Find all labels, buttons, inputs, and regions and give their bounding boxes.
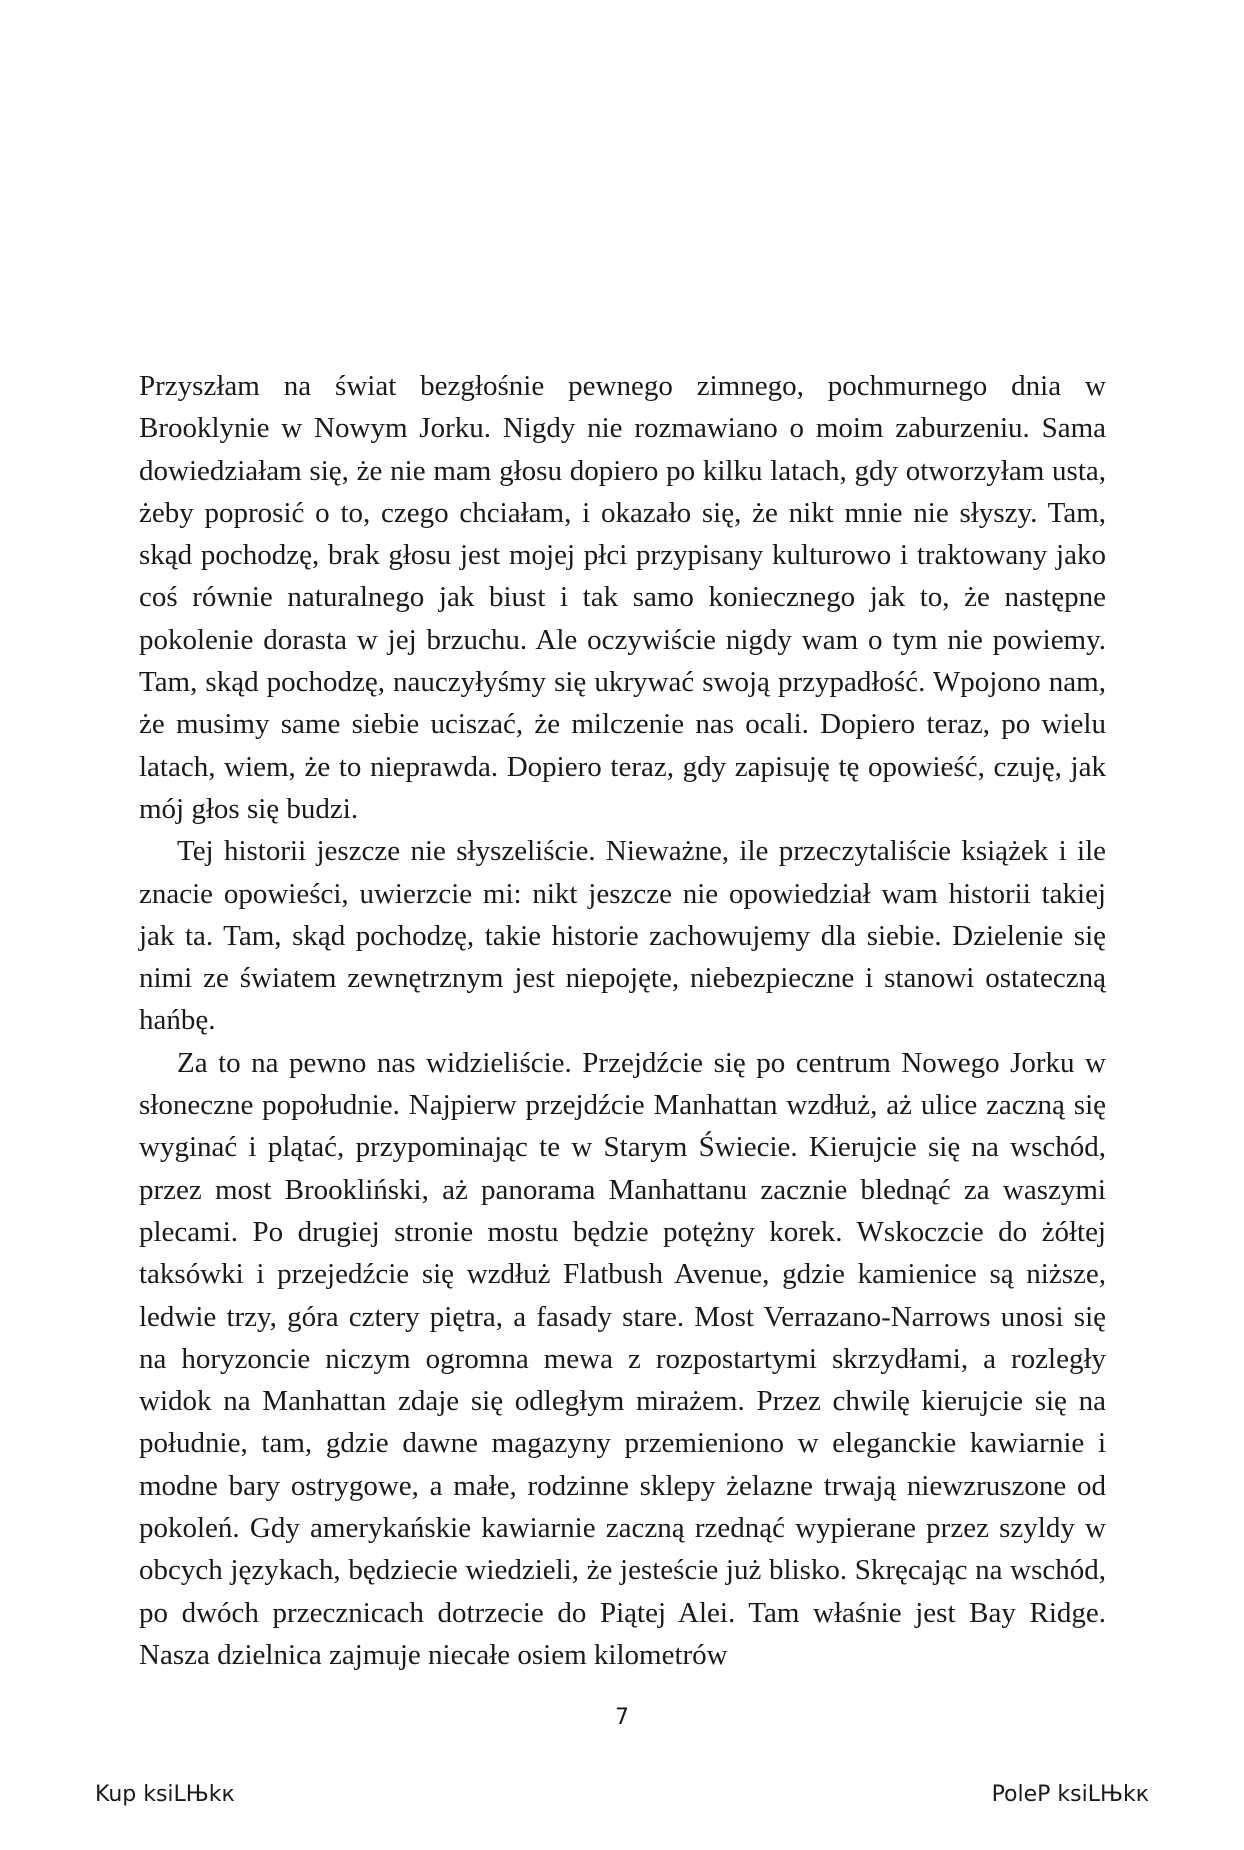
recommend-book-link[interactable]: PoleP ksiLЊkк: [991, 1782, 1149, 1807]
buy-book-link[interactable]: Kup ksiLЊkк: [95, 1782, 235, 1807]
paragraph-2: Tej historii jeszcze nie słyszeliście. Nieważne, ile przeczytaliście książek i ile znacie opowieści, uwierzcie mi: nikt jeszcze nie opowiedział wam historii takiej jak ta. Tam, skąd pochodzę, takie historie zachowujemy dla siebie. Dzielenie się nimi ze światem zewnętrznym jest niepojęte, niebezpieczne i stanowi ostateczną hańbę.: [139, 835, 1106, 1037]
body-text: [139, 365, 1106, 1676]
paragraph-1: Przyszłam na świat bezgłośnie pewnego zimnego, pochmurnego dnia w Brooklynie w Nowym Jorku. Nigdy nie rozmawiano o moim zaburzeniu. Sama dowiedziałam się, że nie mam głosu dopiero po kilku latach, gdy otworzyłam usta, żeby poprosić o to, czego chciałam, i okazało się, że nikt mnie nie słyszy. Tam, skąd pochodzę, brak głosu jest mojej płci przypisany kulturowo i traktowany jako coś równie naturalnego jak biust i tak samo koniecznego jak to, że następne pokolenie dorasta w jej brzuchu. Ale oczywiście nigdy wam o tym nie powiemy. Tam, skąd pochodzę, nauczyłyśmy się ukrywać swoją przypadłość. Wpojono nam, że musimy same siebie uciszać, że milczenie nas ocali. Dopiero teraz, po wielu latach, wiem, że to nieprawda. Dopiero teraz, gdy zapisuję tę opowieść, czuję, jak mój głos się budzi.: [139, 370, 1106, 825]
paragraph-3: Za to na pewno nas widzieliście. Przejdźcie się po centrum Nowego Jorku w słoneczne popołudnie. Najpierw przejdźcie Manhattan wzdłuż, aż ulice zaczną się wyginać i plątać, przypominając te w Starym Świecie. Kierujcie się na wschód, przez most Brookliński, aż panorama Manhattanu zacznie blednąć za waszymi plecami. Po drugiej stronie mostu będzie potężny korek. Wskoczcie do żółtej taksówki i przejedźcie się wzdłuż Flatbush Avenue, gdzie kamienice są niższe, ledwie trzy, góra cztery piętra, a fasady stare. Most Verrazano-Narrows unosi się na horyzoncie niczym ogromna mewa z rozpostartymi skrzydłami, a rozległy widok na Manhattan zdaje się odległym mirażem. Przez chwilę kierujcie się na południe, tam, gdzie dawne magazyny przemieniono w eleganckie kawiarnie i modne bary ostrygowe, a małe, rodzinne sklepy żelazne trwają niewzruszone od pokoleń. Gdy amerykańskie kawiarnie zaczną rzednąć wypierane przez szyldy w obcych językach, będziecie wiedzieli, że jesteście już blisko. Skręcając na wschód, po dwóch przecznicach dotrzecie do Piątej Alei. Tam właśnie jest Bay Ridge. Nasza dzielnica zajmuje niecałe osiem kilometrów: [139, 1046, 1106, 1671]
page-number: 7: [615, 1705, 629, 1730]
